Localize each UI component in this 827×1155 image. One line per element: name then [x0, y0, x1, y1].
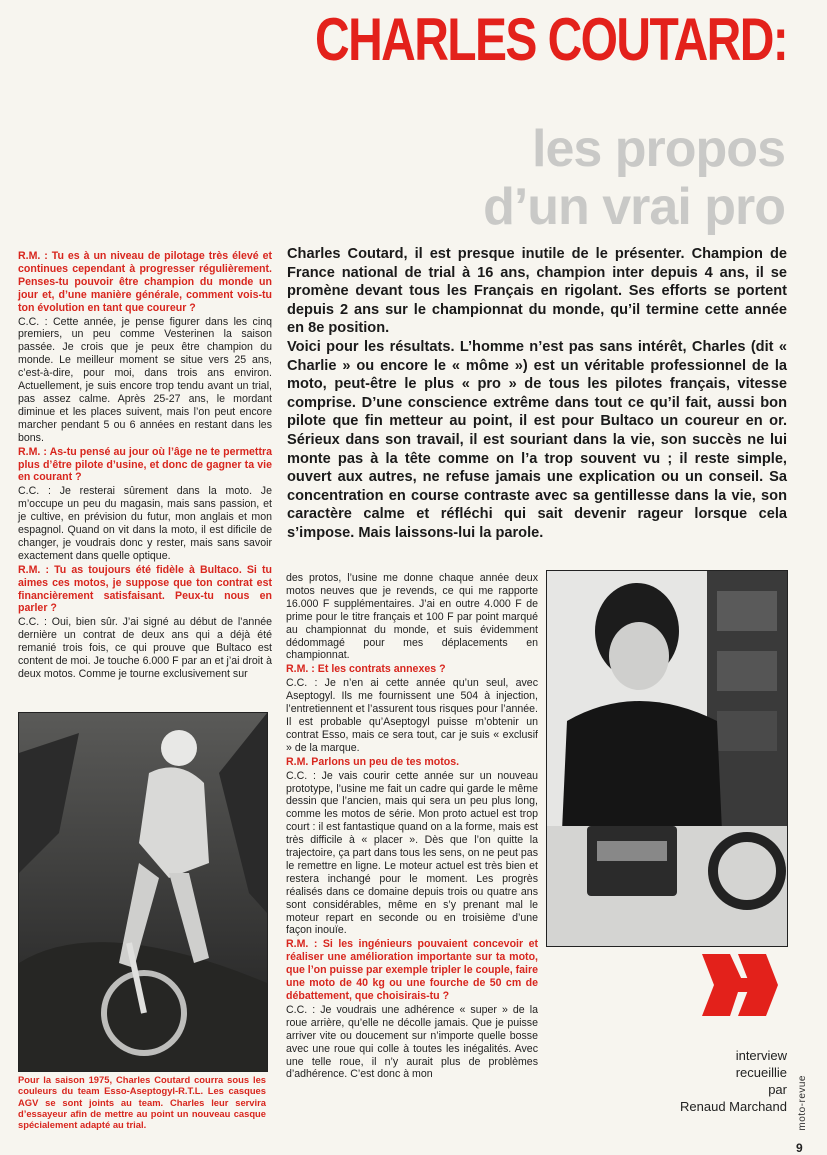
answer-3-continued: des protos, l’usine me donne chaque année deux motos neuves que je revends, ce qui me rapporte 16.000 F supplémentaires. J’ai en outre 4.000 F de prime pour le titre français et 100 F par point marqué au championnat du monde, et suis évidemment dédommagé pour mes déplacements en championnat. — [286, 572, 538, 662]
question-1: R.M. : Tu es à un niveau de pilotage très élevé et continues cependant à progresser régulièrement. Penses-tu pouvoir être champion du monde un jour et, d’une manière générale, comment vois-tu ton évolution en tant que coureur ? — [18, 250, 272, 314]
answer-2: C.C. : Je resterai sûrement dans la moto. Je m’occupe un peu du magasin, mais sans passion, et je cultive, en prévision du futur, mon anglais et mon espagnol. Quand on vit dans la moto, il est dificile de changer, je voudrais donc y rester, mais sans savoir exactement dans quelle optique. — [18, 485, 272, 562]
column-left — [18, 250, 272, 682]
page-subtitle — [385, 120, 785, 236]
magazine-name-vertical: moto-revue — [797, 1075, 808, 1131]
question-2: R.M. : As-tu pensé au jour où l’âge ne te permettra plus d’être pilote d’usine, et donc de gagner ta vie en courant ? — [18, 445, 272, 484]
answer-4: C.C. : Je n’en ai cette année qu’un seul, avec Aseptogyl. Ils me fournissent une 504 à injection, l’entretiennent et l’assurent tous risques pour l’année. Il est probable qu’Aseptogyl puisse m’obtenir un contrat Esso, mais ce sera tout, car je suis « exclusif » de la marque. — [286, 677, 538, 754]
photo-caption: Pour la saison 1975, Charles Coutard courra sous les couleurs du team Esso-Aseptogyl-R.T.L. Les casques AGV se sont joints au team. Charles leur servira d’essayeur afin de mettre au point un nouveau casque spécialement adapté au trial. — [18, 1074, 266, 1131]
question-6: R.M. : Si les ingénieurs pouvaient concevoir et réaliser une amélioration importante sur ta moto, que l’on puisse par exemple tripler le couple, faire une moto de 40 kg ou une fourche de 50 cm de débattement, que choisirais-tu ? — [286, 938, 538, 1002]
answer-5: C.C. : Je vais courir cette année sur un nouveau prototype, l’usine me fait un cadre qui garde le même dessin que l’ancien, mais qui sera un peu plus long, comme les motos de série. Mon proto actuel est trop court : il est fantastique quand on a la forme, mais est très difficile à « placer ». Dès que l’on quitte la trajectoire, ça part dans tous les sens, on ne peut pas le remettre en ligne. Le moteur actuel est très bien et restera inchangé pour le moment. Les progrès réalisés dans ce domaine depuis trois ou quatre ans sont considérables, même en s’y prenant mal le moteur repart en seconde ou en troisième d’une façon inouïe. — [286, 769, 538, 937]
interview-credit — [587, 1047, 787, 1115]
credit-line-2: recueillie — [735, 1065, 787, 1080]
subtitle-line-2: d’un vrai pro — [483, 178, 785, 236]
question-4: R.M. : Et les contrats annexes ? — [286, 663, 446, 676]
answer-1: C.C. : Cette année, je pense figurer dans les cinq premiers, un peu comme Vesterinen la saison passée. Je crois que je peux être champion du monde. Le meilleur moment se situe vers 25 ans, c’est-à-dire, pour moi, dans trois ans environ. Actuellement, je suis encore trop tendu avant un trial, pas assez calme. Après 25-27 ans, le mordant diminue et les places suivent, mais l’on peut encore marcher pendant 5 ou 6 années en restant dans les bons. — [18, 315, 272, 444]
lead-intro — [287, 245, 787, 543]
magazine-logo-icon — [700, 950, 780, 1020]
credit-line-1: interview — [735, 1048, 787, 1063]
credit-line-3: par — [768, 1082, 787, 1097]
page-number: 9 — [796, 1141, 803, 1155]
question-3: R.M. : Tu as toujours été fidèle à Bultaco. Si tu aimes ces motos, je suppose que ton contrat est financièrement satisfaisant. Peux-tu nous en parler ? — [18, 563, 272, 615]
question-5: R.M. Parlons un peu de tes motos. — [286, 755, 460, 768]
column-middle — [286, 572, 538, 1082]
credit-author: Renaud Marchand — [680, 1099, 787, 1114]
lead-paragraph-2: Voici pour les résultats. L’homme n’est pas sans intérêt, Charles (dit « Charlie » ou encore le « môme ») est un véritable professionnel de la moto, peut-être le plus « pro » de tous les pilotes français, vitesse comprise. D’une conscience extrême dans tout ce qu’il fait, aussi bon pilote que fin metteur au point, il est pour Bultaco un coureur en or. Sérieux dans son travail, il est souriant dans la vie, son succès ne lui monte pas à la tête comme on l’a trop souvent vu ; il reste simple, ouvert aux autres, ne refuse jamais une explication ou un conseil. Sa concentration en course contraste avec sa gentillesse dans la vie, son caractère calme et réfléchi qui sait devenir rageur lorsque cela s’impose. Mais laissons-lui la parole. — [287, 338, 787, 541]
lead-paragraph-1: Charles Coutard, il est presque inutile de le présenter. Champion de France national de trial à 16 ans, champion inter depuis 4 ans, il se promène devant tous les Français en rigolant. Ses efforts se portent depuis 2 ans sur le championnat du monde, qu’il termine cette année en 8e position. — [287, 246, 787, 337]
subtitle-line-1: les propos — [532, 120, 785, 178]
page-title: CHARLES COUTARD: — [314, 6, 787, 73]
photo-rider-trial — [18, 712, 268, 1072]
photo-portrait-desk — [546, 570, 788, 947]
answer-6: C.C. : Je voudrais une adhérence « super » de la roue arrière, qu’elle ne décolle jamais. Que je puisse arriver vite ou doucement sur n’importe quelle bosse avec une roue qui colle à toutes les inégalités. Avec une telle roue, il n’y aurait plus de problèmes d’adhérence. C’est donc à mon — [286, 1003, 538, 1081]
answer-3: C.C. : Oui, bien sûr. J’ai signé au début de l’année dernière un contrat de deux ans qui a déjà été remanié trois fois, ce qui prouve que Bultaco est content de moi. Je touche 6.000 F par an et j’ai droit à deux motos. Comme je tourne exclusivement sur — [18, 616, 272, 680]
